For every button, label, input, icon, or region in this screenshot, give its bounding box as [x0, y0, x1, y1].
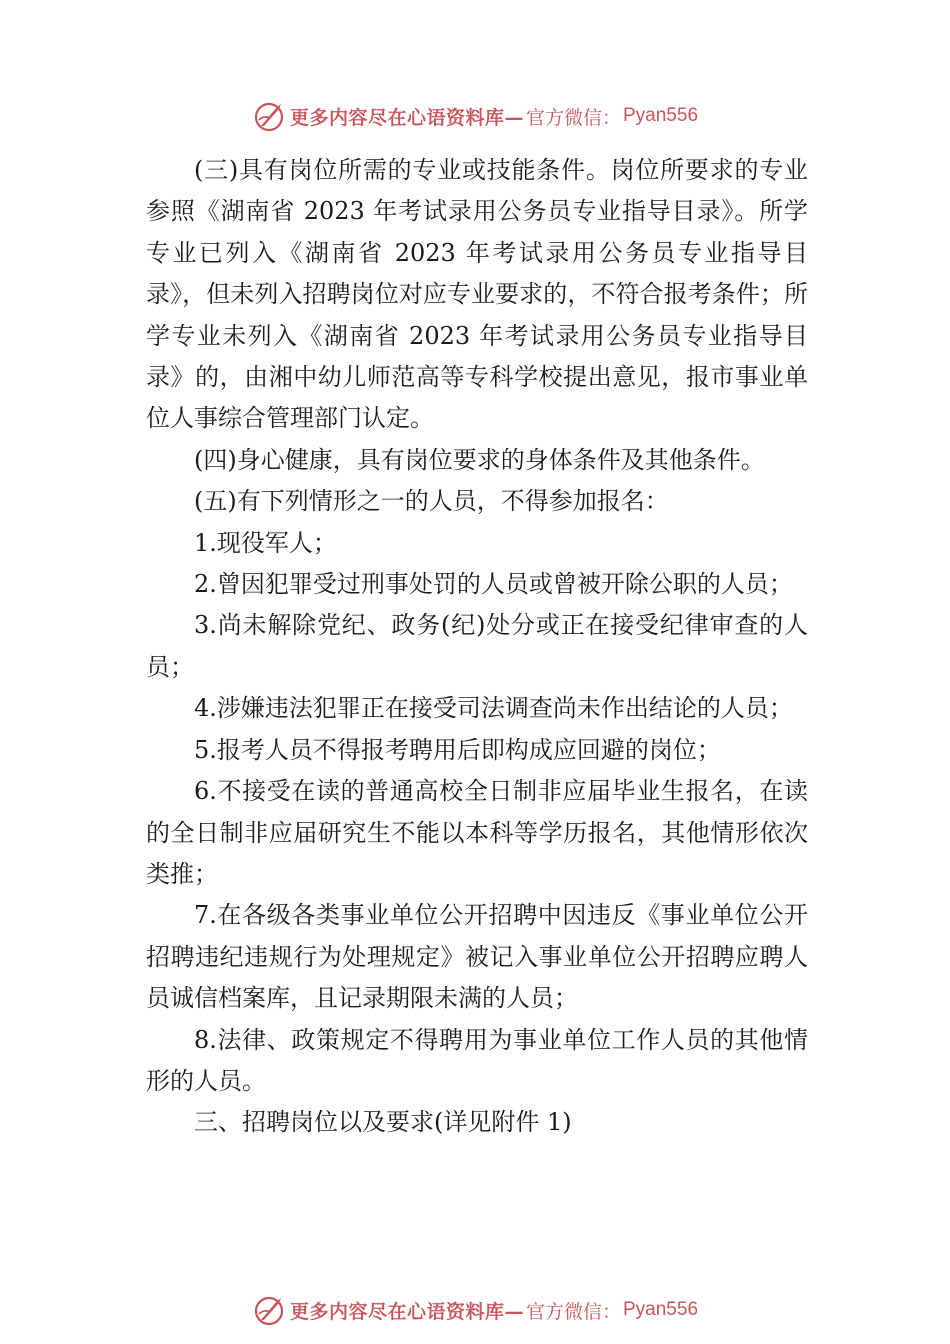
list-item-1: 1.现役军人； — [194, 528, 337, 557]
banner-wechat-label: 官方微信： — [525, 106, 621, 129]
list-item-7: 7.在各级各类事业单位公开招聘中因违反《事业单位公开招聘违纪违规行为处理规定》被记入事业单位公开招聘应聘人员诚信档案库，且记录期限未满的人员； — [146, 901, 808, 1013]
banner-wechat-id: Pyan556 — [623, 105, 699, 126]
header-banner — [0, 96, 950, 136]
banner-wechat-label: 官方微信： — [525, 1300, 621, 1323]
list-item-2: 2.曾因犯罪受过刑事处罚的人员或曾被开除公职的人员； — [194, 570, 793, 599]
list-item-6: 6.不接受在读的普通高校全日制非应届毕业生报名，在读的全日制非应届研究生不能以本科等学历报名，其他情形依次类推； — [146, 777, 808, 888]
paragraph-qualification-4: (四)身心健康，具有岗位要求的身体条件及其他条件。 — [194, 445, 765, 474]
section-heading-3: 三、招聘岗位以及要求(详见附件 1) — [194, 1108, 572, 1137]
list-item-8: 8.法律、政策规定不得聘用为事业单位工作人员的其他情形的人员。 — [146, 1025, 808, 1095]
banner-wechat-id: Pyan556 — [623, 1299, 699, 1320]
banner-text: 更多内容尽在心语资料库— — [289, 1300, 524, 1323]
paragraph-qualification-5: (五)有下列情形之一的人员，不得参加报名： — [194, 487, 669, 516]
list-item-5: 5.报考人员不得报考聘用后即构成应回避的岗位； — [194, 735, 721, 764]
footer-banner — [0, 1290, 950, 1330]
list-item-3: 3.尚未解除党纪、政务(纪)处分或正在接受纪律审查的人员； — [146, 611, 808, 681]
document-body — [146, 150, 808, 1144]
banner-text: 更多内容尽在心语资料库— — [289, 106, 524, 129]
list-item-4: 4.涉嫌违法犯罪正在接受司法调查尚未作出结论的人员； — [194, 694, 793, 723]
quill-logo-icon — [252, 99, 286, 133]
quill-logo-icon — [252, 1293, 286, 1327]
paragraph-qualification-3: (三)具有岗位所需的专业或技能条件。岗位所要求的专业参照《湖南省 2023 年考试录用公务员专业指导目录》。所学专业已列入《湖南省 2023 年考试录用公务员专业指导目录》，但未列入招聘岗位对应专业要求的，不符合报考条件；所学专业未列入《湖南省 2023 年考试录用公务员专业指导目录》的，由湘中幼儿师范高等专科学校提出意见，报市事业单位人事综合管理部门认定。 — [146, 156, 808, 433]
